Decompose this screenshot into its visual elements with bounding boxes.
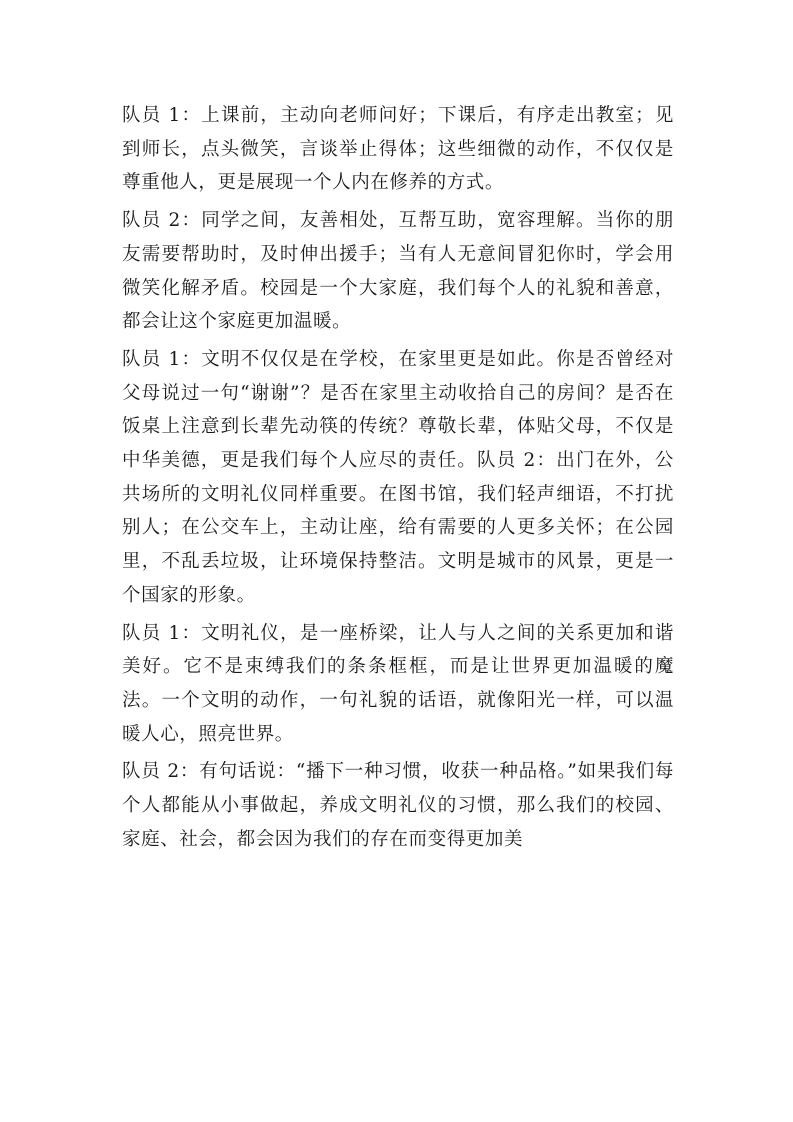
paragraph-5: 队员 2：有句话说：“播下一种习惯，收获一种品格。”如果我们每个人都能从小事做起，养成文明礼仪的习惯，那么我们的校园、家庭、社会，都会因为我们的存在而变得更加美 xyxy=(122,761,674,850)
paragraph-2: 队员 2：同学之间，友善相处，互帮互助，宽容理解。当你的朋友需要帮助时，及时伸出援手；当有人无意间冒犯你时，学会用微笑化解矛盾。校园是一个大家庭，我们每个人的礼貌和善意，都会让这个家庭更加温暖。 xyxy=(122,210,674,333)
document-body xyxy=(122,99,674,860)
paragraph-1: 队员 1：上课前，主动向老师问好；下课后，有序走出教室；见到师长，点头微笑，言谈举止得体；这些细微的动作，不仅仅是尊重他人，更是展现一个人内在修养的方式。 xyxy=(122,105,674,194)
paragraph-3: 队员 1：文明不仅仅是在学校，在家里更是如此。你是否曾经对父母说过一句“谢谢”？是否在家里主动收拾自己的房间？是否在饭桌上注意到长辈先动筷的传统？尊敬长辈，体贴父母，不仅是中华美德，更是我们每个人应尽的责任。队员 2：出门在外，公共场所的文明礼仪同样重要。在图书馆，我们轻声细语，不打扰别人；在公交车上，主动让座，给有需要的人更多关怀；在公园里，不乱丢垃圾，让环境保持整洁。文明是城市的风景，更是一个国家的形象。 xyxy=(122,348,674,606)
paragraph-4: 队员 1：文明礼仪，是一座桥梁，让人与人之间的关系更加和谐美好。它不是束缚我们的条条框框，而是让世界更加温暖的魔法。一个文明的动作，一句礼貌的话语，就像阳光一样，可以温暖人心，照亮世界。 xyxy=(122,622,674,745)
